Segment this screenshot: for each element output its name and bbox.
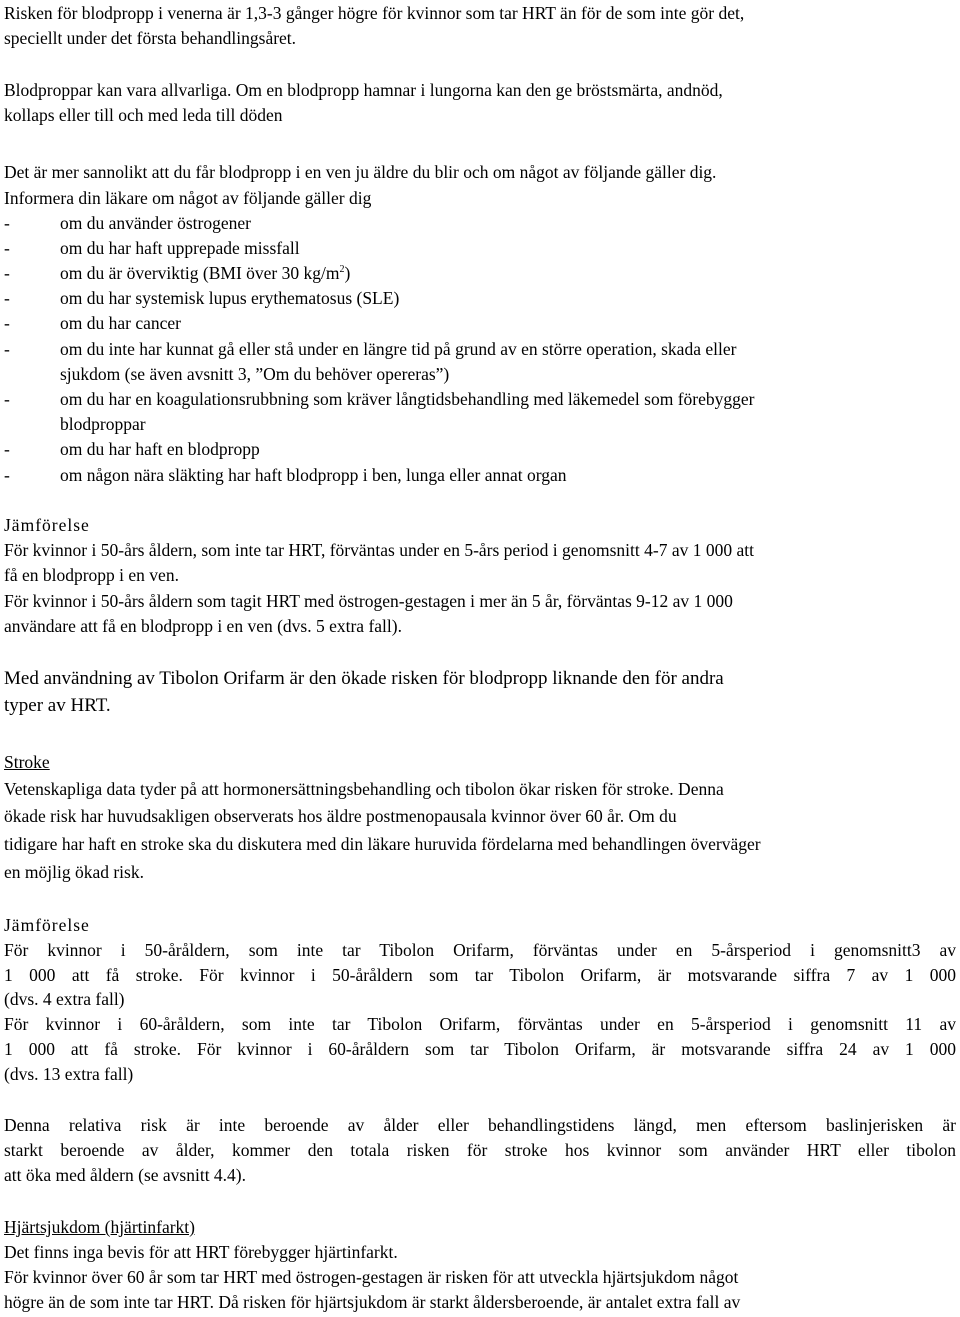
paragraph-line: högre än de som inte tar HRT. Då risken för hjärtsjukdom är starkt åldersberoende, är antalet extra fall av [4, 1292, 741, 1312]
list-item-text: om du använder östrogener [60, 213, 251, 233]
paragraph-line: Blodproppar kan vara allvarliga. Om en blodpropp hamnar i lungorna kan den ge bröstsmärta, andnöd, [4, 80, 723, 100]
list-item-text: om du har en koagulationsrubbning som kräver långtidsbehandling med läkemedel som förebygger [60, 389, 755, 409]
list-dash: - [4, 238, 10, 258]
list-item-text: om du har cancer [60, 313, 181, 333]
paragraph-line: Det är mer sannolikt att du får blodpropp i en ven ju äldre du blir och om något av följande gäller dig. [4, 162, 717, 182]
paragraph-line: För kvinnor i 50-års åldern som tagit HRT med östrogen-gestagen i mer än 5 år, förväntas 9-12 av 1 000 [4, 591, 733, 611]
bmi-text: om du är överviktig (BMI över 30 kg/m [60, 263, 340, 283]
paragraph-line: Det finns inga bevis för att HRT förebygger hjärtinfarkt. [4, 1242, 398, 1262]
paragraph-line: 1 000 att få stroke. För kvinnor i 50-åråldern som tar Tibolon Orifarm, är motsvarande siffra 7 av 1 000 [4, 965, 956, 985]
section-heading: Jämförelse [4, 515, 90, 535]
list-item-text: om du inte har kunnat gå eller stå under en längre tid på grund av en större operation, skada eller [60, 339, 737, 359]
paragraph-line: en möjlig ökad risk. [4, 862, 144, 882]
list-item-text: blodproppar [60, 414, 146, 434]
list-dash: - [4, 339, 10, 359]
list-dash: - [4, 263, 10, 283]
list-item-text [60, 262, 350, 284]
paragraph-line: För kvinnor över 60 år som tar HRT med östrogen-gestagen är risken för att utveckla hjärtsjukdom något [4, 1267, 739, 1287]
paragraph-line: kollaps eller till och med leda till döden [4, 105, 283, 125]
list-item-text: om någon nära släkting har haft blodpropp i ben, lunga eller annat organ [60, 465, 567, 485]
list-item-text: om du har systemisk lupus erythematosus (SLE) [60, 288, 400, 308]
list-item-text: om du har haft upprepade missfall [60, 238, 300, 258]
paragraph-line: (dvs. 4 extra fall) [4, 989, 125, 1009]
paragraph-line: tidigare har haft en stroke ska du diskutera med din läkare huruvida fördelarna med behandlingen överväger [4, 834, 761, 854]
paragraph-line: typer av HRT. [4, 695, 111, 716]
list-dash: - [4, 313, 10, 333]
section-heading-stroke: Stroke [4, 752, 50, 772]
paragraph-line: Vetenskapliga data tyder på att hormonersättningsbehandling och tibolon ökar risken för stroke. Denna [4, 779, 724, 799]
list-dash: - [4, 288, 10, 308]
paragraph-line: Risken för blodpropp i venerna är 1,3-3 gånger högre för kvinnor som tar HRT än för de som inte gör det, [4, 3, 745, 23]
section-heading: Jämförelse [4, 915, 90, 935]
paragraph-line: Denna relativa risk är inte beroende av ålder eller behandlingstidens längd, men eftersom baslinjerisken är [4, 1115, 956, 1135]
section-heading-heart: Hjärtsjukdom (hjärtinfarkt) [4, 1217, 195, 1237]
paragraph-line: användare att få en blodpropp i en ven (dvs. 5 extra fall). [4, 616, 402, 636]
paragraph-line: starkt beroende av ålder, kommer den totala risken för stroke hos kvinnor som använder HRT eller tibolon [4, 1140, 956, 1160]
paragraph-line: (dvs. 13 extra fall) [4, 1064, 134, 1084]
list-item-text: sjukdom (se även avsnitt 3, ”Om du behöver opereras”) [60, 364, 450, 384]
paragraph-line: få en blodpropp i en ven. [4, 565, 179, 585]
list-dash: - [4, 389, 10, 409]
paragraph-line: För kvinnor i 60-åråldern, som inte tar Tibolon Orifarm, förväntas under en 5-årsperiod i genomsnitt 11 av [4, 1014, 956, 1034]
list-dash: - [4, 465, 10, 485]
paragraph-line: ökade risk har huvudsakligen observerats hos äldre postmenopausala kvinnor över 60 år. Om du [4, 806, 677, 826]
paragraph-line: att öka med åldern (se avsnitt 4.4). [4, 1165, 247, 1185]
paragraph-line: 1 000 att få stroke. För kvinnor i 60-åråldern som tar Tibolon Orifarm, är motsvarande siffra 24 av 1 000 [4, 1039, 956, 1059]
paragraph-line: För kvinnor i 50-åråldern, som inte tar Tibolon Orifarm, förväntas under en 5-årsperiod i genomsnitt3 av [4, 940, 956, 960]
paragraph-line: För kvinnor i 50-års åldern, som inte tar HRT, förväntas under en 5-års period i genomsnitt 4-7 av 1 000 att [4, 540, 754, 560]
list-dash: - [4, 439, 10, 459]
list-dash: - [4, 213, 10, 233]
list-item-text: om du har haft en blodpropp [60, 439, 260, 459]
paragraph-line: Informera din läkare om något av följande gäller dig [4, 188, 372, 208]
bmi-text-end: ) [344, 263, 351, 283]
paragraph-line: Med användning av Tibolon Orifarm är den ökade risken för blodpropp liknande den för andra [4, 668, 724, 689]
superscript: 2 [339, 264, 345, 275]
paragraph-line: speciellt under det första behandlingsåret. [4, 28, 297, 48]
